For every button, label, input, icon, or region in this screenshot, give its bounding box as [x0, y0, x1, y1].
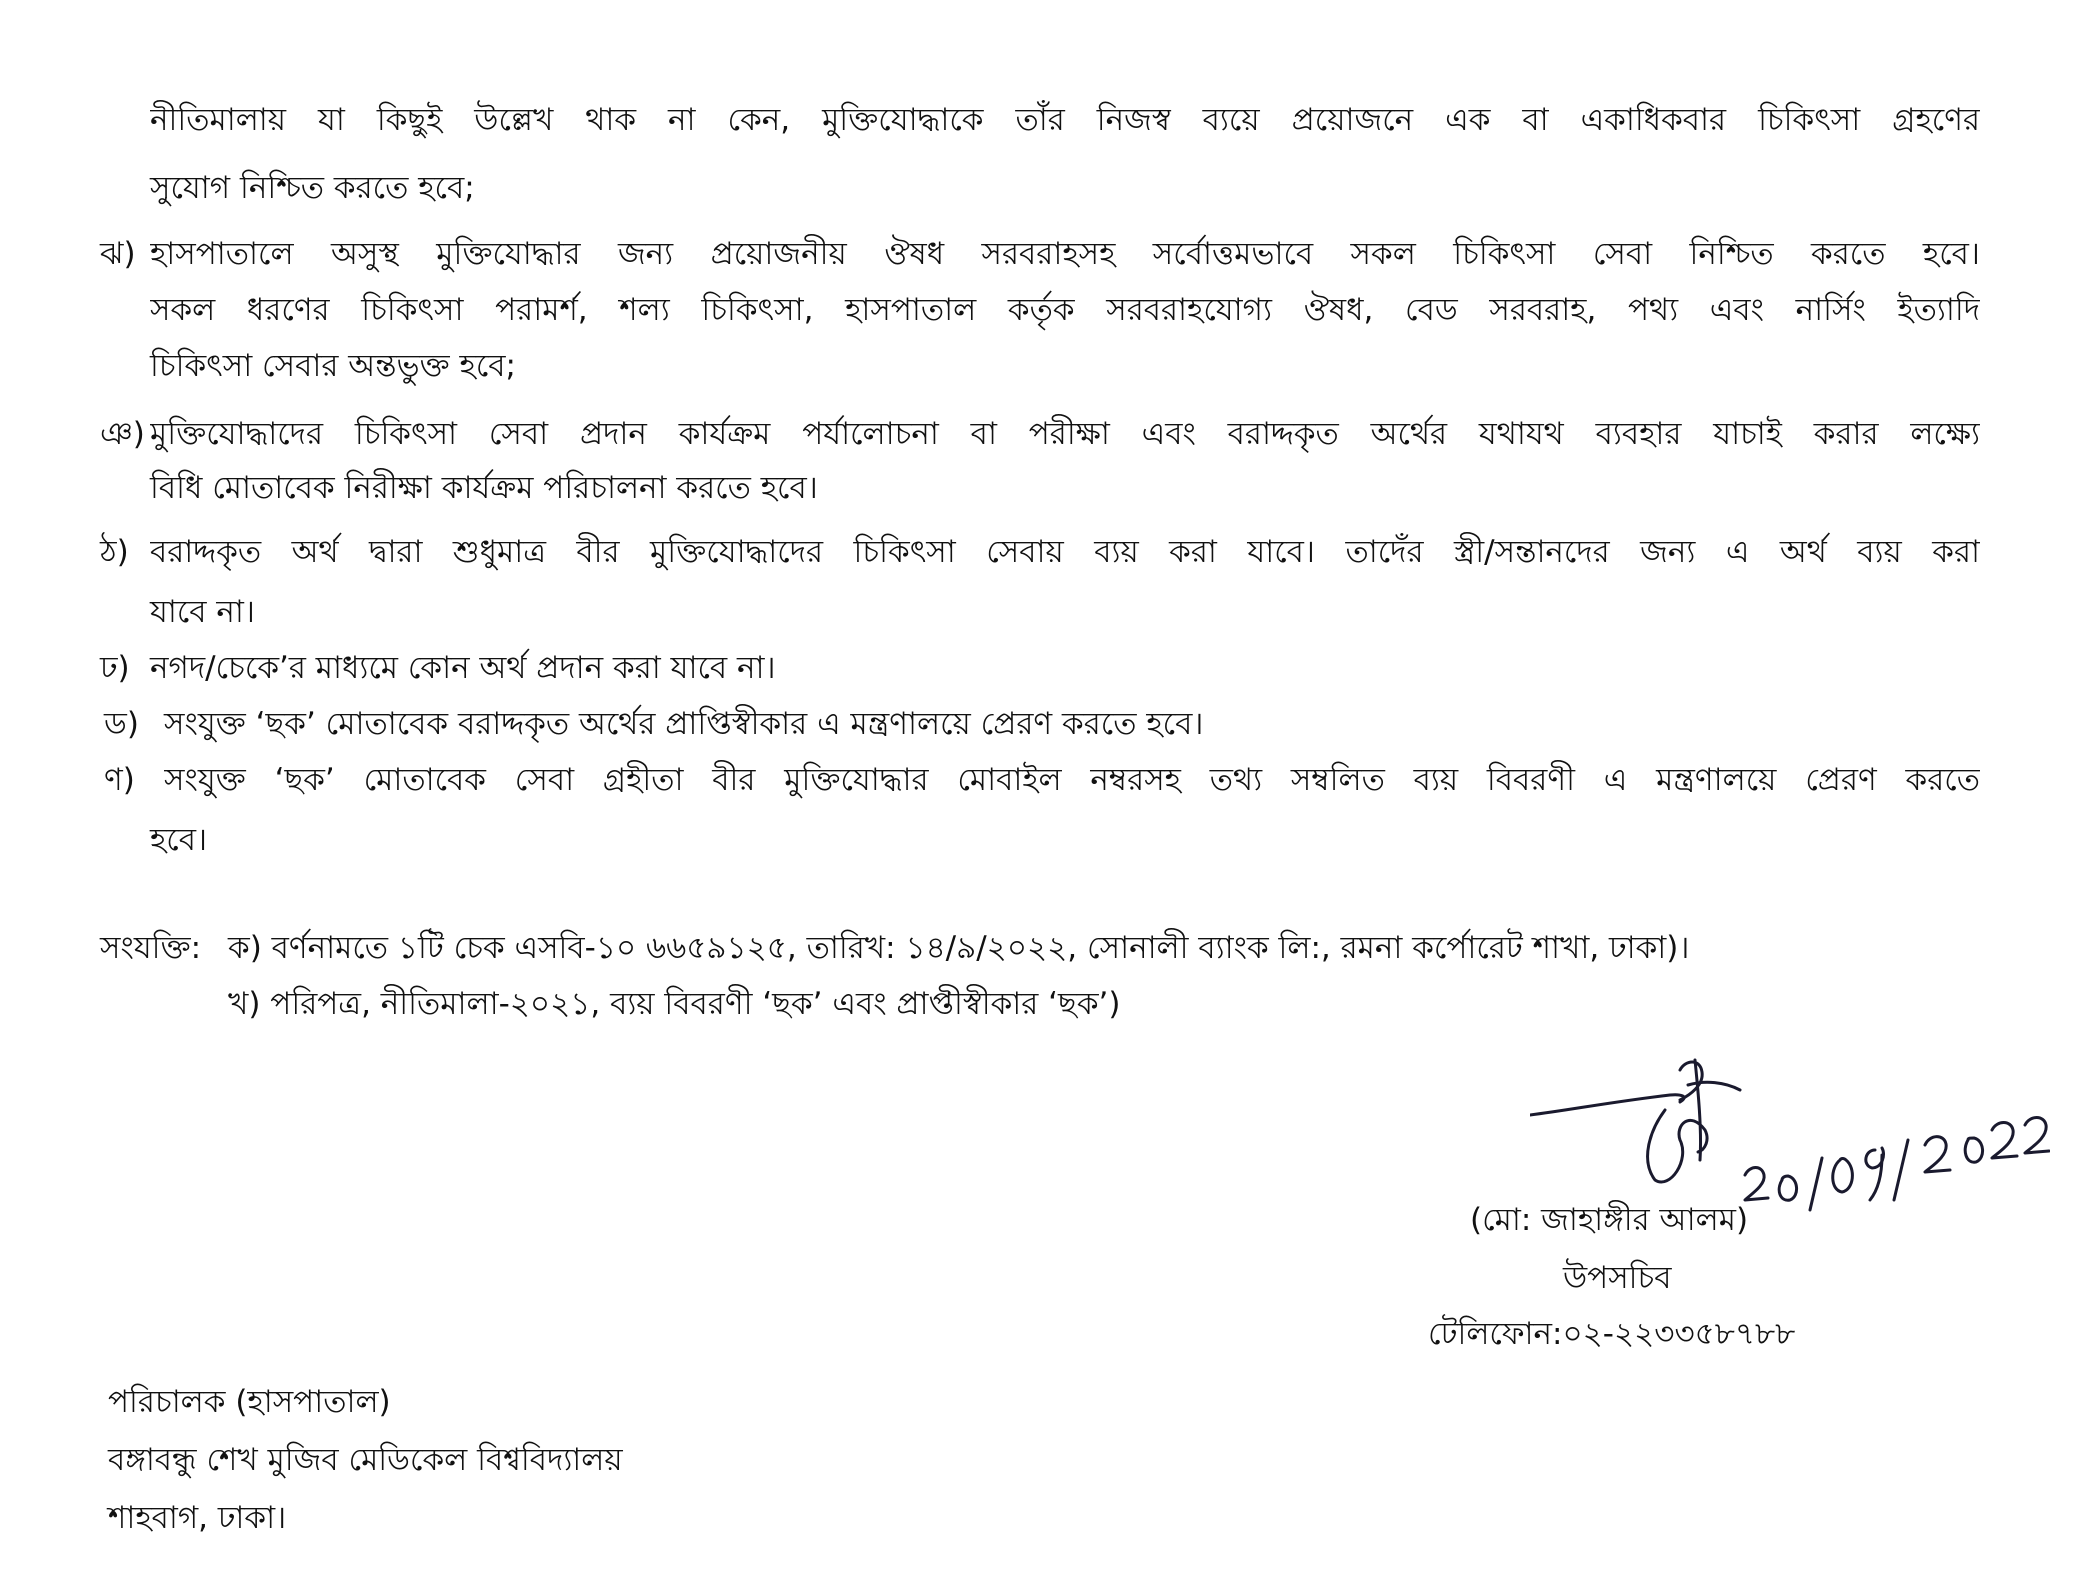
- item-nya-line-2: বিধি মোতাবেক নিরীক্ষা কার্যক্রম পরিচালনা করতে হবে।: [150, 470, 818, 506]
- recipient-line-2: বঙ্গাবন্ধু শেখ মুজিব মেডিকেল বিশ্ববিদ্যালয়: [108, 1442, 623, 1478]
- item-jha-line-1: হাসপাতালে অসুস্থ মুক্তিযোদ্ধার জন্য প্রয়োজনীয় ঔষধ সরবরাহসহ সর্বোত্তমভাবে সকল চিকিৎসা সেবা নিশ্চিত করতে হবে।: [150, 236, 1980, 272]
- attachments-line-2: খ) পরিপত্র, নীতিমালা-২০২১, ব্যয় বিবরণী ‘ছক’ এবং প্রাপ্তীস্বীকার ‘ছক’): [228, 986, 1121, 1022]
- item-marker-jha: ঝ): [100, 236, 136, 272]
- item-dda-line-1: সংযুক্ত ‘ছক’ মোতাবেক বরাদ্দকৃত অর্থের প্রাপ্তিস্বীকার এ মন্ত্রণালয়ে প্রেরণ করতে হবে।: [164, 706, 1204, 742]
- item-nna-line-1: সংযুক্ত ‘ছক’ মোতাবেক সেবা গ্রহীতা বীর মুক্তিযোদ্ধার মোবাইল নম্বরসহ তথ্য সম্বলিত ব্যয় বিবরণী এ মন্ত্রণালয়ে প্রেরণ করতে: [164, 762, 1980, 798]
- recipient-line-3: শাহবাগ, ঢাকা।: [108, 1500, 287, 1536]
- item-marker-dda: ড): [104, 706, 139, 742]
- item-nya-line-1: মুক্তিযোদ্ধাদের চিকিৎসা সেবা প্রদান কার্যক্রম পর্যালোচনা বা পরীক্ষা এবং বরাদ্দকৃত অর্থের যথাযথ ব্যবহার যাচাই করার লক্ষ্যে: [150, 416, 1980, 452]
- signatory-name: (মো: জাহাঙ্গীর আলম): [1470, 1202, 1749, 1238]
- item-jha-line-3: চিকিৎসা সেবার অন্তভুক্ত হবে;: [150, 348, 516, 384]
- attachments-line-1: ক) বর্ণনামতে ১টি চেক এসবি-১০ ৬৬৫৯১২৫, তারিখ: ১৪/৯/২০২২, সোনালী ব্যাংক লি:, রমনা কর্পোরেট শাখা, ঢাকা)।: [228, 930, 1690, 966]
- handwritten-signature: [1530, 1040, 2050, 1220]
- item-marker-ddha: ঢ): [100, 650, 130, 686]
- item-jha-line-2: সকল ধরণের চিকিৎসা পরামর্শ, শল্য চিকিৎসা, হাসপাতাল কর্তৃক সরবরাহযোগ্য ঔষধ, বেড সরবরাহ, পথ্য এবং নার্সিং ইত্যাদি: [150, 292, 1980, 328]
- item-marker-nya: ঞ): [100, 416, 145, 452]
- item-ttha-line-2: যাবে না।: [150, 594, 255, 630]
- item-ddha-line-1: নগদ/চেকে’র মাধ্যমে কোন অর্থ প্রদান করা যাবে না।: [150, 650, 776, 686]
- intro-line-2: সুযোগ নিশ্চিত করতে হবে;: [150, 170, 475, 206]
- attachments-label: সংযক্তি:: [100, 930, 202, 966]
- intro-line-1: নীতিমালায় যা কিছুই উল্লেখ থাক না কেন, মুক্তিযোদ্ধাকে তাঁর নিজস্ব ব্যয়ে প্রয়োজনে এক বা একাধিকবার চিকিৎসা গ্রহণের: [150, 102, 1980, 138]
- item-nna-line-2: হবে।: [150, 822, 208, 858]
- item-ttha-line-1: বরাদ্দকৃত অর্থ দ্বারা শুধুমাত্র বীর মুক্তিযোদ্ধাদের চিকিৎসা সেবায় ব্যয় করা যাবে। তাদেঁর স্ত্রী/সন্তানদের জন্য এ অর্থ ব্যয় করা: [150, 534, 1980, 570]
- item-marker-ttha: ঠ): [100, 534, 129, 570]
- signatory-telephone: টেলিফোন:০২-২২৩৩৫৮৭৮৮: [1428, 1316, 1796, 1352]
- item-marker-nna: ণ): [104, 762, 135, 798]
- signatory-designation: উপসচিব: [1563, 1260, 1672, 1296]
- recipient-line-1: পরিচালক (হাসপাতাল): [108, 1384, 391, 1420]
